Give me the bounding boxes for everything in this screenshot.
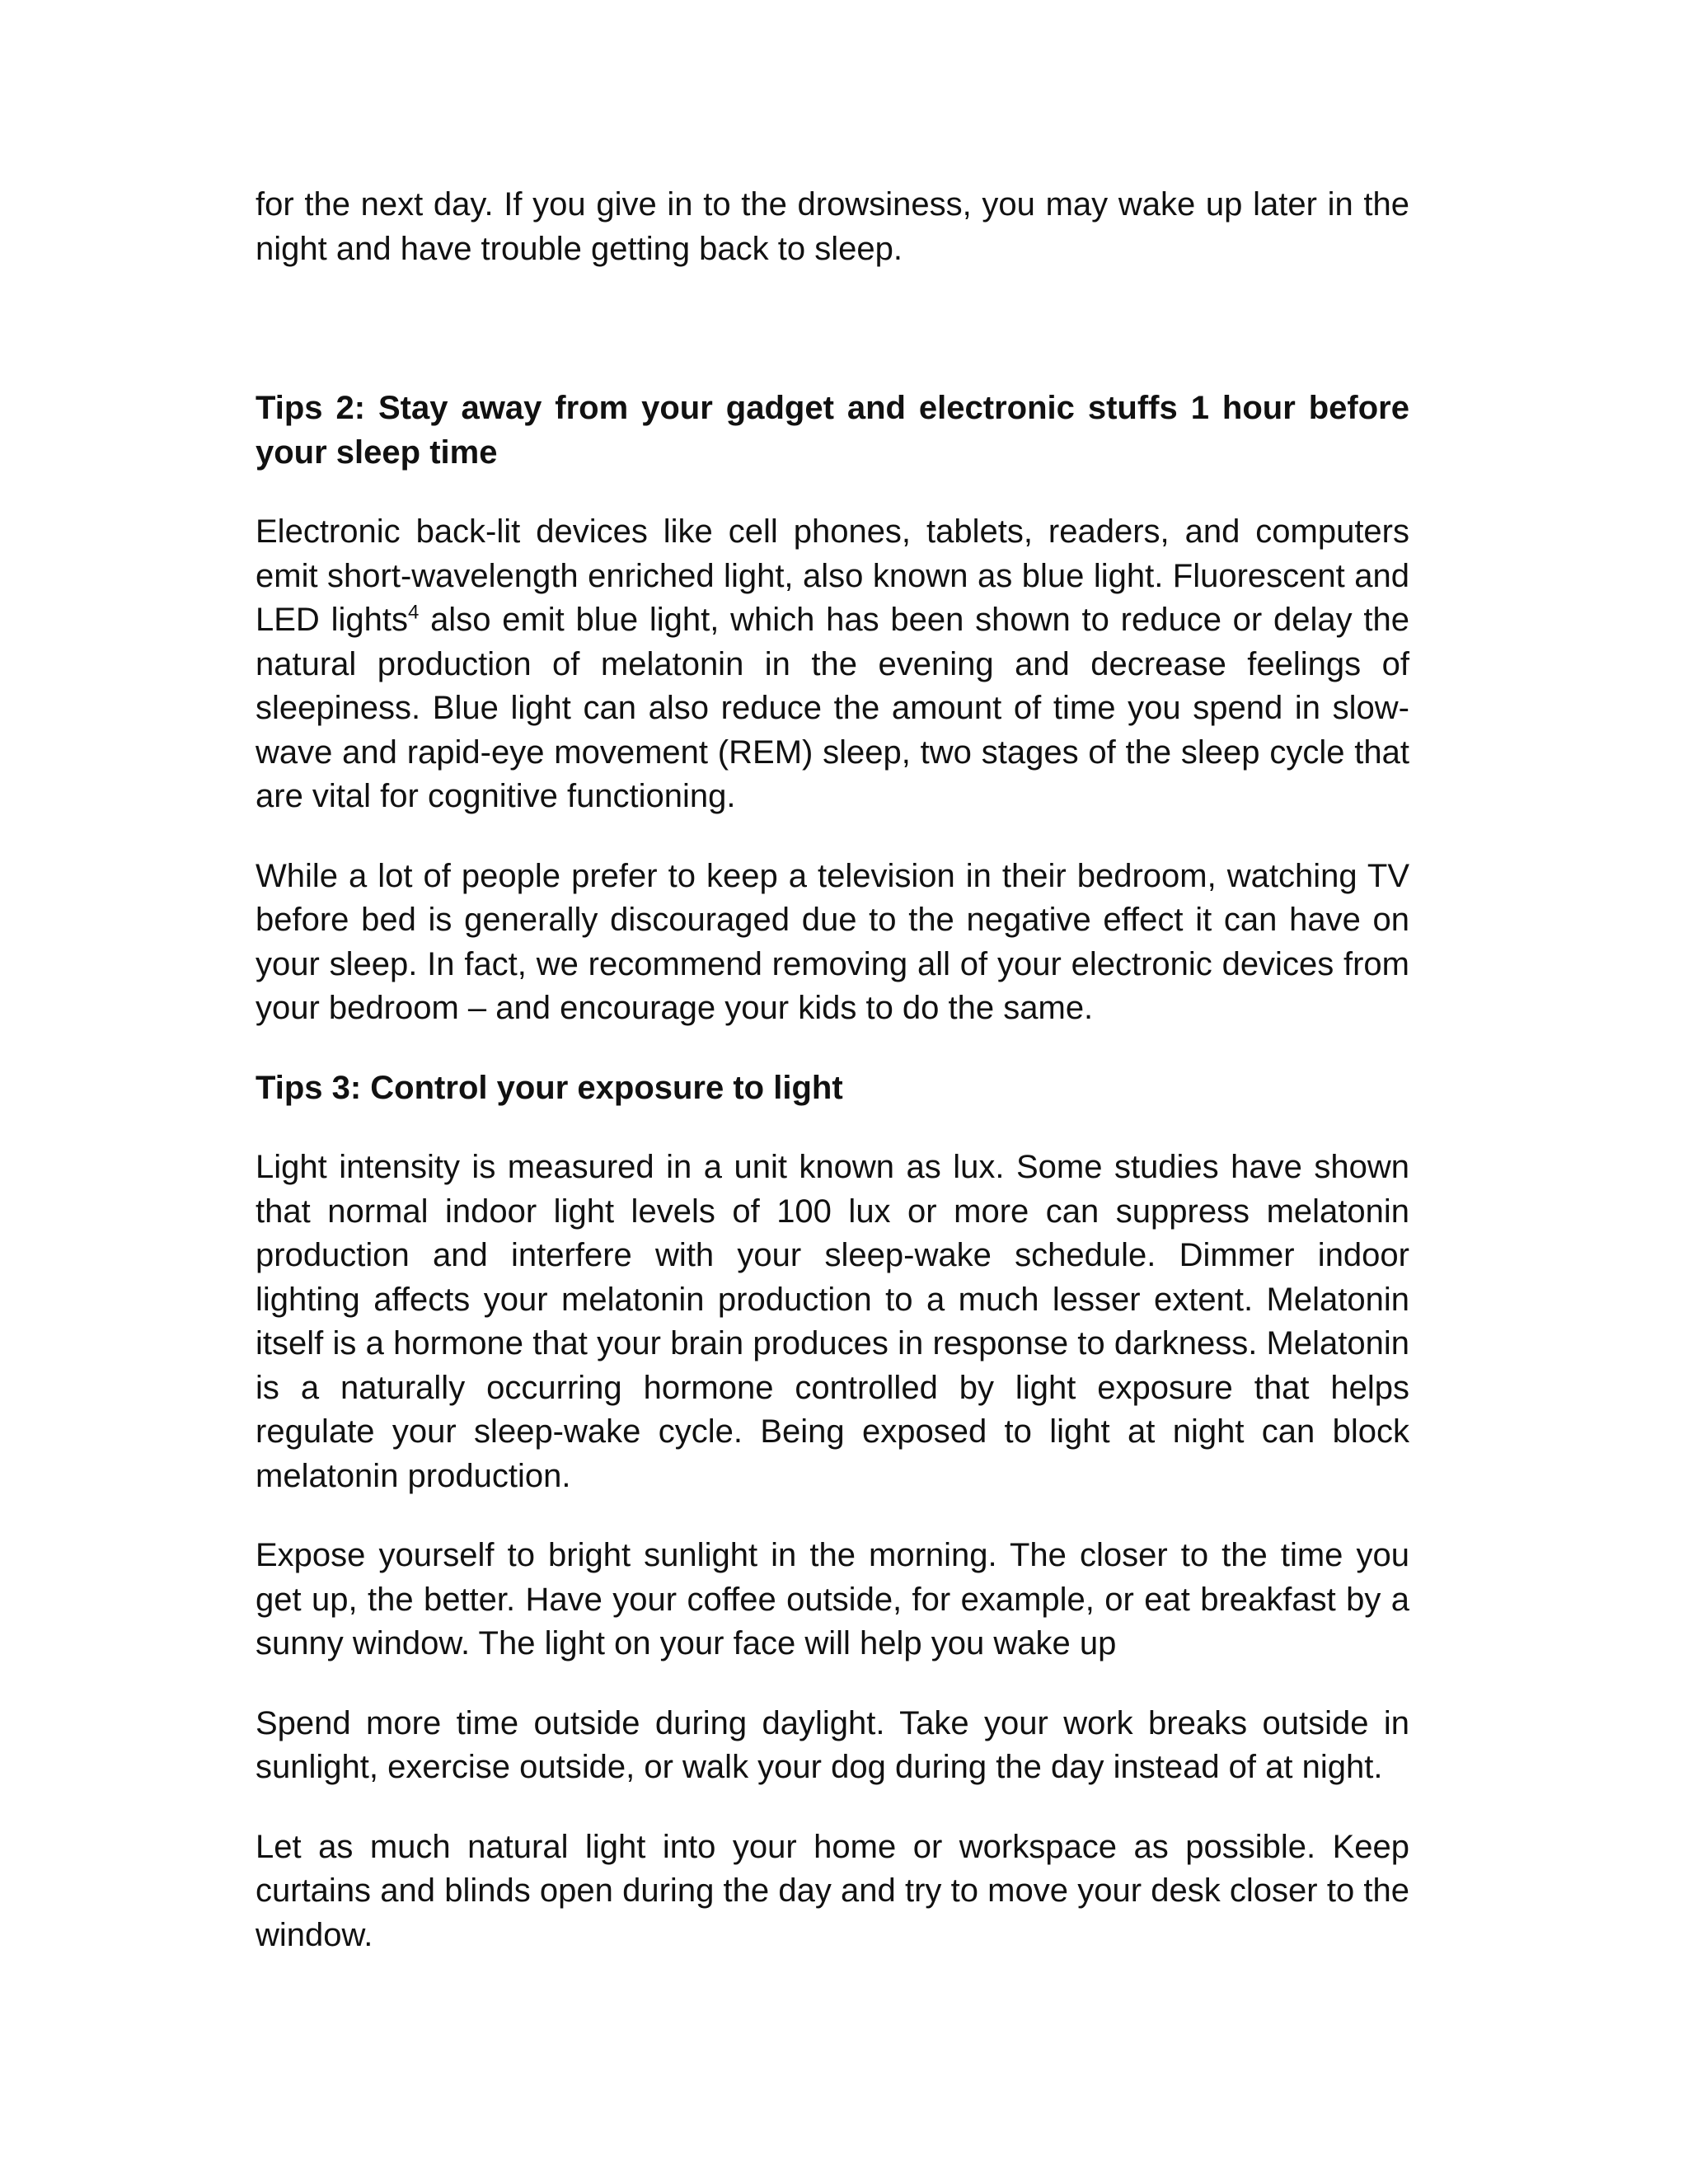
tip2-paragraph-1 [256, 510, 1409, 819]
tip2-paragraph-2: While a lot of people prefer to keep a television in their bedroom, watching TV before bed is generally discouraged due to the negative effect it can have on your sleep. In fact, we recommend removing all of your electronic devices from your bedroom – and encourage your kids to do the same. [256, 857, 1409, 1026]
document-page [256, 183, 1409, 1957]
section-spacer [256, 271, 1409, 387]
tip3-paragraph-2: Expose yourself to bright sunlight in the morning. The closer to the time you get up, the better. Have your coffee outside, for example, or eat breakfast by a sunny window. The light on your face will help you wake up [256, 1537, 1409, 1661]
tip3-paragraph-3: Spend more time outside during daylight. Take your work breaks outside in sunlight, exercise outside, or walk your dog during the day instead of at night. [256, 1704, 1409, 1785]
intro-paragraph: for the next day. If you give in to the drowsiness, you may wake up later in the night and have trouble getting back to sleep. [256, 186, 1409, 267]
tip2-heading: Tips 2: Stay away from your gadget and electronic stuffs 1 hour before your sleep time [256, 390, 1409, 471]
tip3-heading: Tips 3: Control your exposure to light [256, 1069, 843, 1106]
tip2-paragraph-1-part2: also emit blue light, which has been shown to reduce or delay the natural production of melatonin in the evening and decrease feelings of sleepiness. Blue light can also reduce the amount of time you spend in slow-wave and rapid-eye movement (REM) sleep, two stages of the sleep cycle that are vital for cognitive functioning. [256, 602, 1409, 814]
tip2-paragraph-1-part1: Electronic back-lit devices like cell phones, tablets, readers, and computers emit short-wavelength enriched light, also known as blue light. Fluorescent and LED lights [256, 513, 1409, 638]
footnote-marker: 4 [407, 601, 420, 624]
tip3-paragraph-4: Let as much natural light into your home or workspace as possible. Keep curtains and blinds open during the day and try to move your desk closer to the window. [256, 1828, 1409, 1953]
tip3-paragraph-1: Light intensity is measured in a unit known as lux. Some studies have shown that normal indoor light levels of 100 lux or more can suppress melatonin production and interfere with your sleep-wake schedule. Dimmer indoor lighting affects your melatonin production to a much lesser extent. Melatonin itself is a hormone that your brain produces in response to darkness. Melatonin is a naturally occurring hormone controlled by light exposure that helps regulate your sleep-wake cycle. Being exposed to light at night can block melatonin production. [256, 1149, 1409, 1494]
